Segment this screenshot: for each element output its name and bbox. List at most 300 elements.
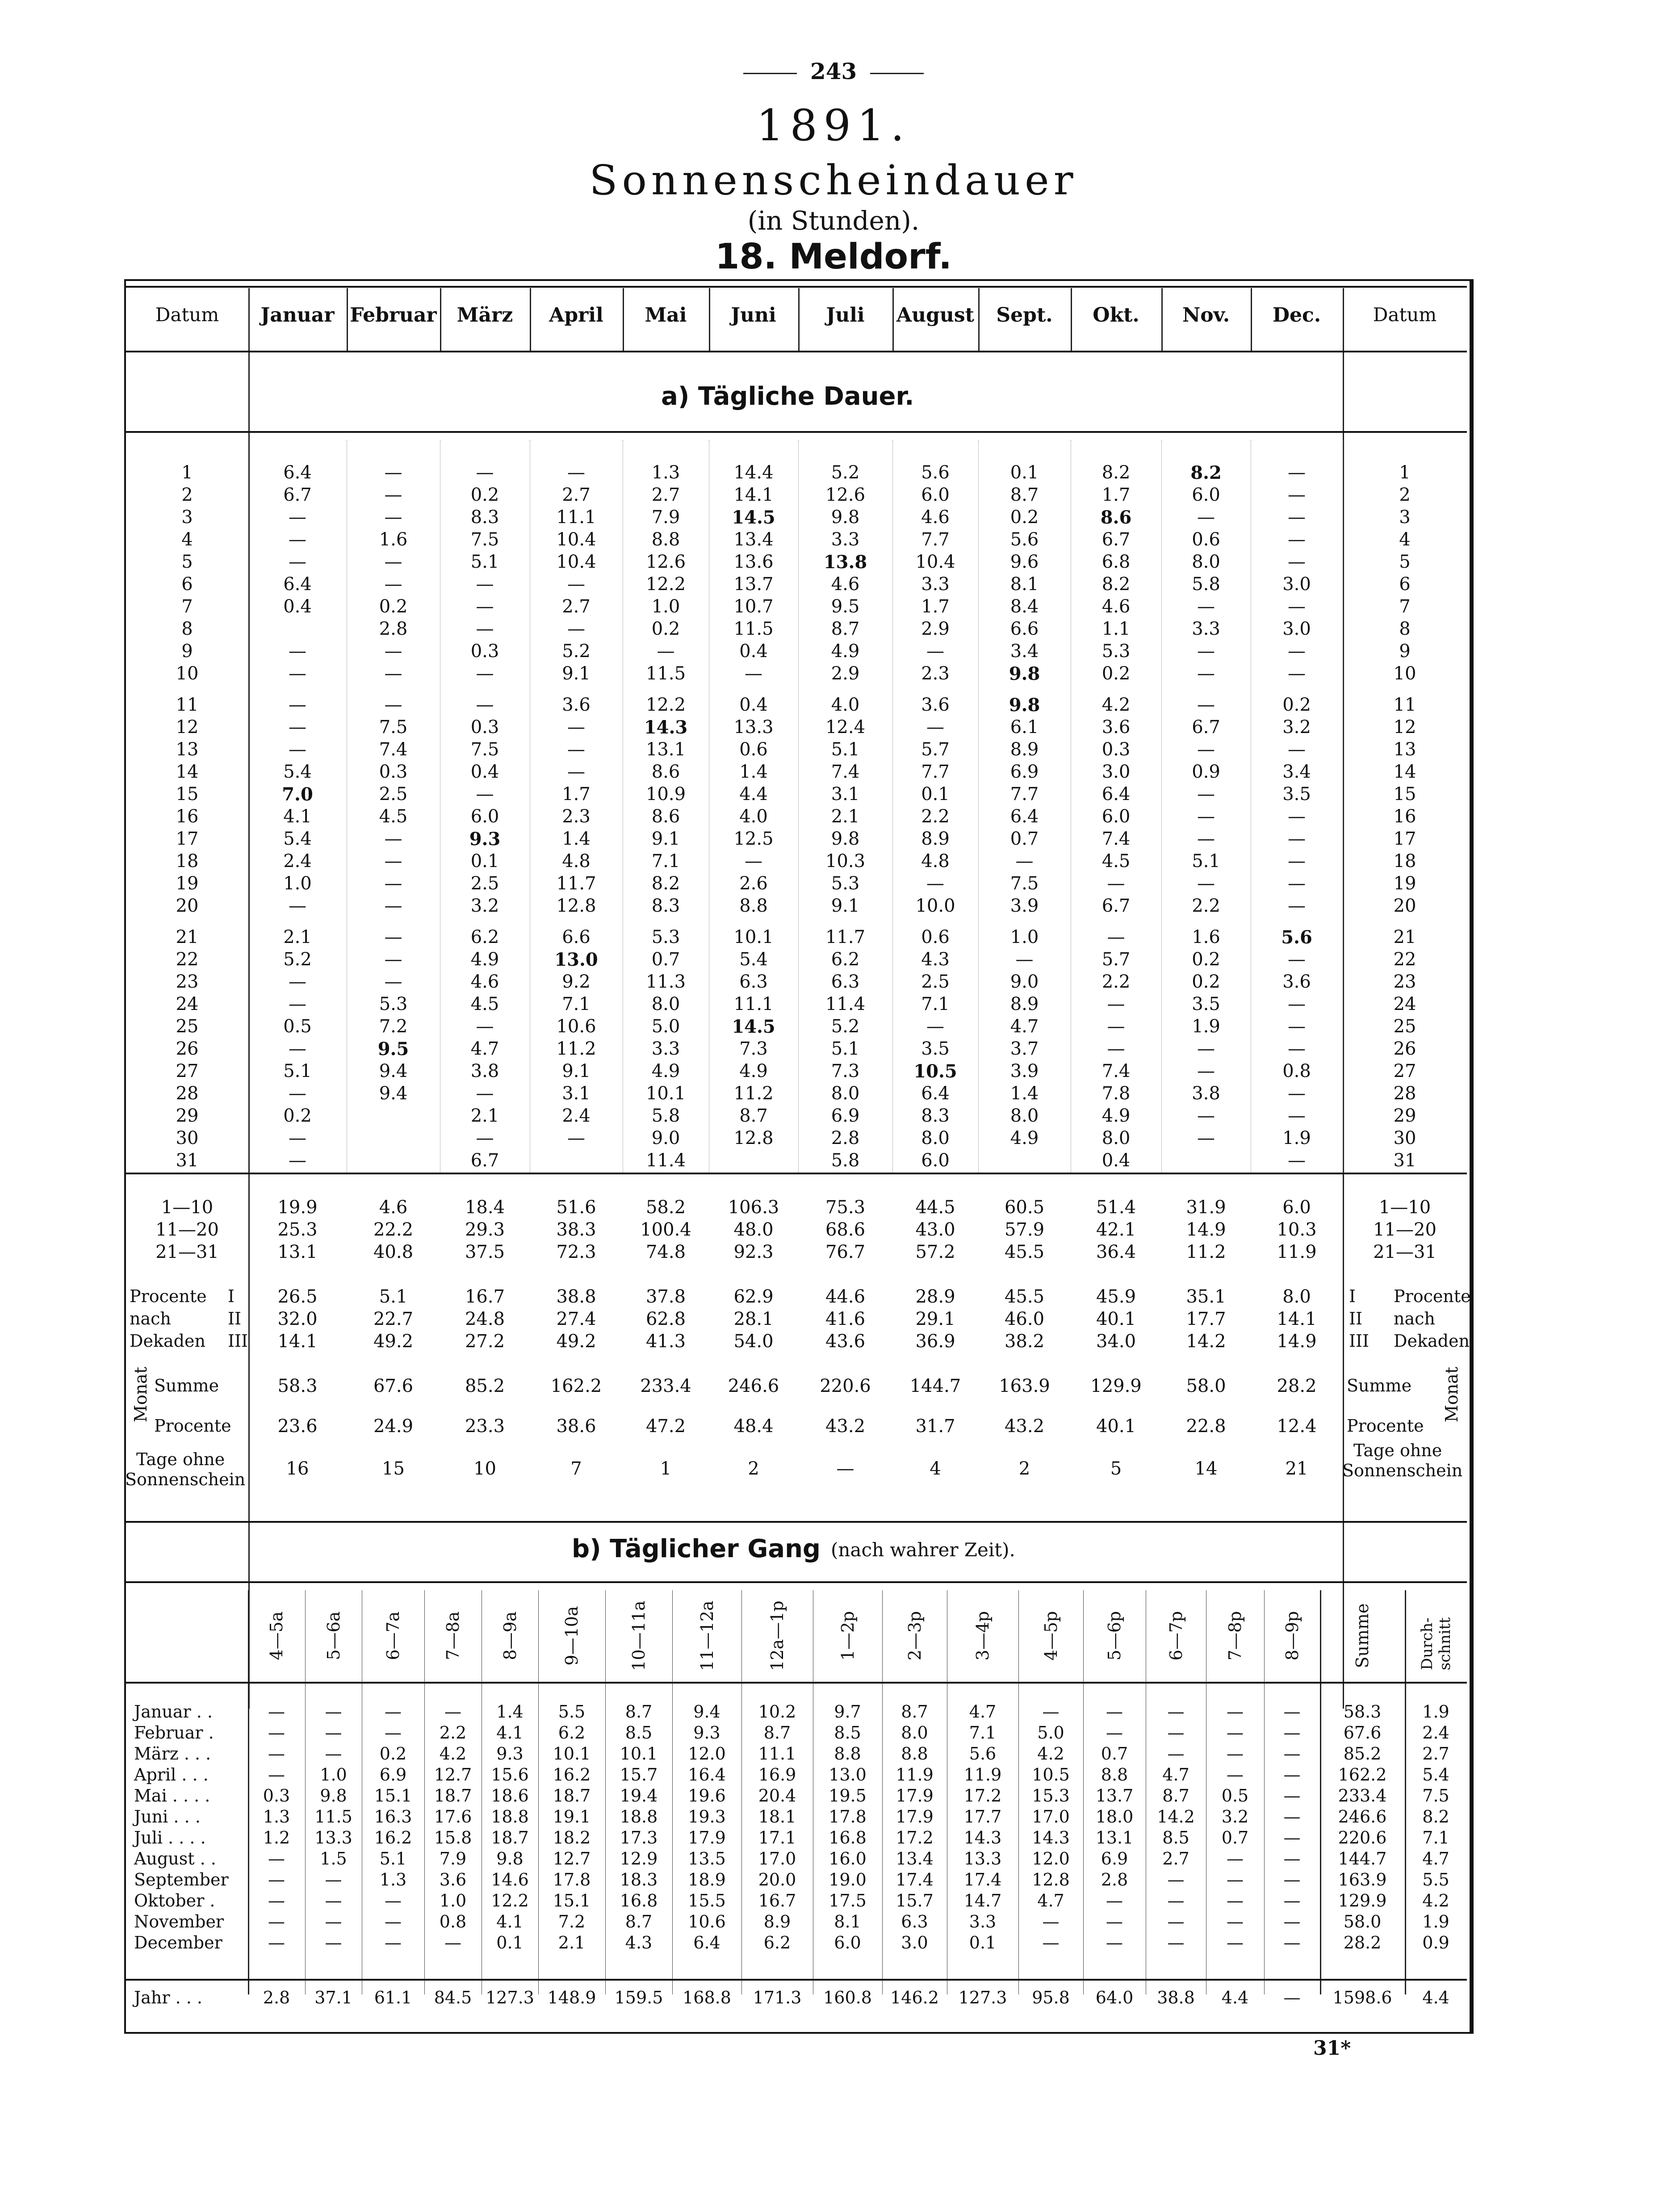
daily-value: — xyxy=(1288,739,1306,760)
hour-value: 3.2 xyxy=(1221,1807,1249,1827)
hour-value: — xyxy=(1167,1702,1185,1722)
daily-value: 4.8 xyxy=(562,851,591,871)
hour-value: 5.5 xyxy=(1422,1870,1449,1889)
column-divider xyxy=(248,288,250,1709)
day-label-right: 25 xyxy=(1393,1016,1416,1037)
hour-value: 17.9 xyxy=(896,1786,934,1806)
hour-header: 7—8a xyxy=(443,1611,463,1660)
daily-value: 4.4 xyxy=(739,784,768,804)
hour-value: 6.9 xyxy=(1101,1849,1128,1868)
hour-value: — xyxy=(1167,1744,1185,1764)
hour-value: 9.8 xyxy=(496,1849,524,1868)
hour-column-divider xyxy=(672,1590,673,1994)
day-label-right: 13 xyxy=(1393,739,1416,760)
daily-value: 9.1 xyxy=(562,663,591,684)
day-label: 25 xyxy=(176,1016,199,1037)
month-header: April xyxy=(549,304,603,327)
decade-value: 25.3 xyxy=(277,1219,318,1240)
daily-value: — xyxy=(1288,994,1306,1014)
hour-value: 0.8 xyxy=(439,1912,467,1931)
procente-label-right: Procente xyxy=(1347,1416,1424,1436)
percent-value: 34.0 xyxy=(1096,1331,1136,1352)
hour-value: 9.4 xyxy=(693,1702,720,1722)
daily-value: — xyxy=(1107,1016,1125,1037)
daily-value: 9.8 xyxy=(1009,695,1040,716)
daily-value: — xyxy=(1288,896,1306,916)
daily-value: 1.3 xyxy=(651,462,680,483)
daily-value: 2.5 xyxy=(470,873,499,894)
hour-value: — xyxy=(268,1765,285,1785)
daily-value: — xyxy=(567,462,585,483)
daily-value: — xyxy=(384,574,402,595)
daily-value: 3.8 xyxy=(1192,1083,1220,1104)
day-label: 1 xyxy=(181,462,193,483)
percent-value: 29.1 xyxy=(915,1309,955,1329)
month-header: Mai xyxy=(645,304,687,327)
daily-value: 6.0 xyxy=(470,806,499,827)
daily-value: — xyxy=(384,927,402,947)
daily-value: — xyxy=(289,896,306,916)
daily-value: 10.9 xyxy=(645,784,686,804)
percent-value: 54.0 xyxy=(733,1331,774,1352)
hour-month-label: Februar . xyxy=(134,1723,214,1743)
daily-value: 3.6 xyxy=(1282,972,1311,992)
hour-value: 246.6 xyxy=(1338,1807,1387,1827)
hour-header-rule xyxy=(126,1682,1467,1684)
daily-value: 8.3 xyxy=(651,896,680,916)
datum-header-right: Datum xyxy=(1373,304,1437,326)
daily-value: 8.2 xyxy=(1190,462,1222,483)
daily-value: 7.3 xyxy=(739,1039,768,1059)
hour-value: 28.2 xyxy=(1343,1933,1382,1952)
hour-value: 11.5 xyxy=(314,1807,352,1827)
daily-value: — xyxy=(1197,1061,1215,1081)
daily-value: 3.3 xyxy=(921,574,950,595)
day-label-right: 9 xyxy=(1399,641,1411,662)
daily-value: — xyxy=(1197,1106,1215,1126)
hour-value: 8.7 xyxy=(901,1702,928,1722)
hour-value: 12.7 xyxy=(553,1849,591,1868)
daily-value: 1.7 xyxy=(562,784,591,804)
hour-value: 2.4 xyxy=(1422,1723,1449,1743)
hour-value: 13.3 xyxy=(963,1849,1002,1868)
day-label-right: 26 xyxy=(1393,1039,1416,1059)
hour-value: 14.6 xyxy=(491,1870,529,1889)
section-rule xyxy=(126,1581,1467,1583)
percent-value: 46.0 xyxy=(1004,1309,1045,1329)
hour-value: 18.7 xyxy=(491,1828,529,1848)
percent-value: 41.3 xyxy=(645,1331,686,1352)
day-label: 30 xyxy=(176,1128,199,1148)
procente-value: 23.3 xyxy=(465,1416,505,1437)
percent-value: 14.9 xyxy=(1277,1331,1317,1352)
daily-value: 13.4 xyxy=(733,529,774,550)
percent-value: 17.7 xyxy=(1186,1309,1226,1329)
daily-value: 1.7 xyxy=(1102,485,1131,505)
daily-value: 3.0 xyxy=(1282,574,1311,595)
decade-value: 57.9 xyxy=(1004,1219,1045,1240)
jahr-value: 37.1 xyxy=(314,1988,352,2007)
daily-value: 3.8 xyxy=(470,1061,499,1081)
hour-header: 9—10a xyxy=(562,1606,582,1666)
tage-label: Sonnenschein xyxy=(125,1470,246,1489)
day-label-right: 5 xyxy=(1399,552,1411,572)
daily-value: 4.1 xyxy=(283,806,312,827)
hour-value: — xyxy=(1227,1891,1244,1910)
hour-value: — xyxy=(325,1891,342,1910)
decade-value: 10.3 xyxy=(1277,1219,1317,1240)
daily-value: — xyxy=(1288,873,1306,894)
day-label-right: 30 xyxy=(1393,1128,1416,1148)
durchschnitt-header: Durch-schnitt xyxy=(1418,1617,1454,1671)
daily-value: 8.3 xyxy=(921,1106,950,1126)
daily-value: 0.4 xyxy=(470,762,499,782)
hour-value: 14.2 xyxy=(1157,1807,1195,1827)
hour-column-divider xyxy=(741,1590,742,1994)
hour-value: 18.2 xyxy=(553,1828,591,1848)
daily-value: 8.8 xyxy=(739,896,768,916)
hour-month-label: Mai . . . . xyxy=(134,1786,210,1806)
daily-value: 6.7 xyxy=(283,485,312,505)
daily-value: 8.2 xyxy=(1102,574,1131,595)
percent-value: 41.6 xyxy=(825,1309,866,1329)
daily-value: 11.2 xyxy=(556,1039,596,1059)
day-label-right: 4 xyxy=(1399,529,1411,550)
percent-roman-right: II xyxy=(1349,1309,1363,1328)
daily-value: 3.0 xyxy=(1282,619,1311,639)
daily-value: 7.5 xyxy=(379,717,408,737)
jahr-value: 4.4 xyxy=(1422,1988,1449,2007)
percent-value: 24.8 xyxy=(465,1309,505,1329)
daily-value: 0.1 xyxy=(470,851,499,871)
hour-value: — xyxy=(1167,1891,1185,1910)
jahr-value: 4.4 xyxy=(1221,1988,1249,2007)
percent-value: 62.9 xyxy=(733,1286,774,1307)
hour-value: — xyxy=(1227,1702,1244,1722)
hour-value: 15.1 xyxy=(553,1891,591,1910)
percent-label-right: Procente xyxy=(1394,1286,1471,1306)
daily-value: 7.3 xyxy=(831,1061,860,1081)
day-label: 17 xyxy=(176,829,199,849)
hour-value: — xyxy=(1283,1849,1301,1868)
hour-month-label: April . . . xyxy=(134,1765,209,1785)
daily-value: 1.1 xyxy=(1102,619,1131,639)
hour-header: 8—9a xyxy=(500,1611,520,1660)
daily-value: — xyxy=(1107,927,1125,947)
jahr-value: 64.0 xyxy=(1095,1988,1134,2007)
day-label-right: 10 xyxy=(1393,663,1416,684)
daily-value: 0.2 xyxy=(470,485,499,505)
daily-value: — xyxy=(1288,507,1306,528)
daily-value: — xyxy=(384,663,402,684)
daily-value: — xyxy=(926,873,944,894)
hour-value: 10.1 xyxy=(553,1744,591,1764)
hour-value: 1.9 xyxy=(1422,1912,1449,1931)
daily-value: 9.4 xyxy=(379,1083,408,1104)
daily-value: — xyxy=(1288,806,1306,827)
daily-value: 6.4 xyxy=(283,462,312,483)
daily-value: 3.5 xyxy=(1282,784,1311,804)
tage-value: 2 xyxy=(748,1458,759,1479)
day-label: 24 xyxy=(176,994,199,1014)
daily-value: 8.0 xyxy=(651,994,680,1014)
daily-value: 1.0 xyxy=(283,873,312,894)
hour-value: 5.5 xyxy=(558,1702,586,1722)
hour-value: 144.7 xyxy=(1338,1849,1387,1868)
daily-value: 5.1 xyxy=(283,1061,312,1081)
hour-value: 17.4 xyxy=(963,1870,1002,1889)
daily-value: 0.3 xyxy=(379,762,408,782)
day-label-right: 28 xyxy=(1393,1083,1416,1104)
daily-value: 1.9 xyxy=(1282,1128,1311,1148)
decade-value: 37.5 xyxy=(465,1242,505,1262)
daily-value: 2.8 xyxy=(379,619,408,639)
hour-value: 17.5 xyxy=(829,1891,867,1910)
hour-value: 162.2 xyxy=(1338,1765,1387,1785)
daily-value: 0.3 xyxy=(1102,739,1131,760)
summe-value: 233.4 xyxy=(640,1376,691,1396)
hour-header: 4—5a xyxy=(267,1611,286,1660)
daily-value: 4.5 xyxy=(1102,851,1131,871)
hour-value: 15.6 xyxy=(491,1765,529,1785)
daily-value: 7.4 xyxy=(1102,1061,1131,1081)
monat-label: Monat xyxy=(131,1366,151,1423)
daily-value: — xyxy=(1288,829,1306,849)
daily-value: 11.5 xyxy=(645,663,686,684)
hour-value: — xyxy=(1283,1870,1301,1889)
percent-value: 27.2 xyxy=(465,1331,505,1352)
percent-value: 38.8 xyxy=(556,1286,596,1307)
procente-value: 43.2 xyxy=(825,1416,866,1437)
hour-value: 6.9 xyxy=(379,1765,407,1785)
hour-value: — xyxy=(268,1744,285,1764)
daily-value: — xyxy=(1107,1039,1125,1059)
hour-value: — xyxy=(325,1933,342,1952)
jahr-value: — xyxy=(1283,1988,1301,2007)
daily-value: — xyxy=(1288,485,1306,505)
daily-value: 2.7 xyxy=(562,485,591,505)
daily-value: 7.4 xyxy=(831,762,860,782)
datum-header: Datum xyxy=(155,304,219,326)
hour-value: 12.8 xyxy=(1032,1870,1070,1889)
daily-value: 2.1 xyxy=(831,806,860,827)
hour-value: 20.0 xyxy=(758,1870,796,1889)
daily-value: 5.6 xyxy=(1281,927,1312,948)
daily-value: 9.8 xyxy=(1009,663,1040,684)
hour-value: — xyxy=(1283,1702,1301,1722)
daily-value: 10.7 xyxy=(733,596,774,617)
daily-value: — xyxy=(384,851,402,871)
daily-value: — xyxy=(384,695,402,715)
day-label: 11 xyxy=(176,695,199,715)
decade-value: 31.9 xyxy=(1186,1197,1226,1218)
decade-value: 29.3 xyxy=(465,1219,505,1240)
daily-value: — xyxy=(1197,596,1215,617)
hour-value: 7.9 xyxy=(439,1849,467,1868)
daily-value: 7.0 xyxy=(282,784,313,805)
hour-value: 1.0 xyxy=(439,1891,467,1910)
daily-value: 9.8 xyxy=(831,507,860,528)
day-label: 31 xyxy=(176,1150,199,1171)
summe-value: 220.6 xyxy=(820,1376,871,1396)
hour-value: 16.7 xyxy=(758,1891,796,1910)
hour-value: 4.2 xyxy=(1422,1891,1449,1910)
daily-value: 5.6 xyxy=(921,462,950,483)
daily-value: 11.7 xyxy=(825,927,866,947)
daily-value: — xyxy=(289,717,306,737)
daily-value: — xyxy=(476,462,494,483)
hour-value: — xyxy=(268,1870,285,1889)
hour-value: 129.9 xyxy=(1338,1891,1387,1910)
daily-value: 5.3 xyxy=(379,994,408,1014)
daily-value: 3.3 xyxy=(831,529,860,550)
decade-value: 11.9 xyxy=(1277,1242,1317,1262)
hour-value: 8.8 xyxy=(1101,1765,1128,1785)
daily-value: 6.1 xyxy=(1010,717,1039,737)
decade-value: 51.6 xyxy=(556,1197,596,1218)
hour-value: — xyxy=(1283,1912,1301,1931)
percent-roman-right: I xyxy=(1349,1286,1356,1306)
month-header: August xyxy=(896,304,974,327)
procente-label: Procente xyxy=(154,1416,231,1436)
hour-value: 1.4 xyxy=(496,1702,524,1722)
daily-value: 8.1 xyxy=(1010,574,1039,595)
hour-value: 58.3 xyxy=(1343,1702,1382,1722)
daily-value: 7.8 xyxy=(1102,1083,1131,1104)
decade-value: 22.2 xyxy=(373,1219,414,1240)
page-number: 243 xyxy=(0,58,1667,84)
daily-value: 2.3 xyxy=(921,663,950,684)
hour-header: 12a—1p xyxy=(767,1600,787,1671)
daily-value: 2.8 xyxy=(831,1128,860,1148)
column-divider xyxy=(798,440,799,1173)
day-label: 16 xyxy=(176,806,199,827)
hour-value: — xyxy=(1283,1807,1301,1827)
jahr-value: 95.8 xyxy=(1032,1988,1070,2007)
day-label: 19 xyxy=(176,873,199,894)
jahr-value: 171.3 xyxy=(753,1988,802,2007)
daily-value: 5.4 xyxy=(739,949,768,970)
day-label-right: 27 xyxy=(1393,1061,1416,1081)
daily-value: 14.1 xyxy=(733,485,774,505)
hour-value: 1.5 xyxy=(320,1849,347,1868)
hour-value: 85.2 xyxy=(1343,1744,1382,1764)
day-label: 4 xyxy=(181,529,193,550)
decade-value: 58.2 xyxy=(645,1197,686,1218)
day-label: 3 xyxy=(181,507,193,528)
hour-value: — xyxy=(1042,1702,1060,1722)
decade-value: 106.3 xyxy=(728,1197,779,1218)
jahr-value: 61.1 xyxy=(374,1988,412,2007)
hour-value: 9.3 xyxy=(693,1723,720,1743)
decade-value: 100.4 xyxy=(640,1219,691,1240)
daily-value: — xyxy=(476,596,494,617)
daily-value: 8.7 xyxy=(831,619,860,639)
daily-value: 14.3 xyxy=(644,717,688,738)
daily-value: 5.7 xyxy=(921,739,950,760)
hour-value: 9.7 xyxy=(834,1702,861,1722)
procente-value: 23.6 xyxy=(277,1416,318,1437)
daily-value: 12.4 xyxy=(825,717,866,737)
hour-value: 17.6 xyxy=(434,1807,472,1827)
daily-value: 5.1 xyxy=(470,552,499,572)
daily-value: 9.6 xyxy=(1010,552,1039,572)
hour-value: 17.8 xyxy=(553,1870,591,1889)
percent-value: 8.0 xyxy=(1282,1286,1311,1307)
day-label-right: 8 xyxy=(1399,619,1411,639)
daily-value: — xyxy=(476,619,494,639)
hour-value: 4.3 xyxy=(625,1933,653,1952)
daily-value: 11.2 xyxy=(733,1083,774,1104)
hour-value: — xyxy=(1227,1870,1244,1889)
hour-value: 10.5 xyxy=(1032,1765,1070,1785)
daily-value: 3.2 xyxy=(1282,717,1311,737)
month-header: Sept. xyxy=(996,304,1053,327)
daily-value: 1.7 xyxy=(921,596,950,617)
daily-value: 4.9 xyxy=(739,1061,768,1081)
percent-value: 35.1 xyxy=(1186,1286,1226,1307)
percent-value: 32.0 xyxy=(277,1309,318,1329)
daily-value: 5.0 xyxy=(651,1016,680,1037)
daily-value: 3.3 xyxy=(651,1039,680,1059)
hour-value: 1.3 xyxy=(263,1807,290,1827)
hour-value: — xyxy=(325,1723,342,1743)
hour-value: 0.7 xyxy=(1221,1828,1249,1848)
percent-label: Dekaden xyxy=(130,1331,205,1351)
hour-value: — xyxy=(1227,1933,1244,1952)
percent-value: 45.5 xyxy=(1004,1286,1045,1307)
daily-value: 8.0 xyxy=(1010,1106,1039,1126)
decade-value: 42.1 xyxy=(1096,1219,1136,1240)
daily-value: 5.8 xyxy=(1192,574,1220,595)
daily-value: — xyxy=(289,1083,306,1104)
hour-value: — xyxy=(1227,1723,1244,1743)
tage-value: 16 xyxy=(286,1458,309,1479)
hour-value: 12.9 xyxy=(620,1849,658,1868)
daily-value: 5.8 xyxy=(651,1106,680,1126)
decade-rule xyxy=(126,1173,1467,1174)
hour-value: 9.8 xyxy=(320,1786,347,1806)
column-divider xyxy=(892,440,893,1173)
day-label: 6 xyxy=(181,574,193,595)
procente-value: 43.2 xyxy=(1004,1416,1045,1437)
daily-value: 3.6 xyxy=(921,695,950,715)
hour-value: — xyxy=(325,1912,342,1931)
hour-value: 19.1 xyxy=(553,1807,591,1827)
hour-value: 0.5 xyxy=(1221,1786,1249,1806)
daily-value: 2.7 xyxy=(651,485,680,505)
tage-value: 5 xyxy=(1110,1458,1122,1479)
daily-value: — xyxy=(1197,739,1215,760)
daily-value: — xyxy=(289,739,306,760)
hour-value: 13.1 xyxy=(1095,1828,1134,1848)
daily-value: 4.5 xyxy=(470,994,499,1014)
daily-value: — xyxy=(1197,695,1215,715)
hour-value: — xyxy=(1106,1912,1123,1931)
daily-value: 8.6 xyxy=(651,762,680,782)
summe-header: Summe xyxy=(1353,1603,1372,1668)
hour-value: 19.4 xyxy=(620,1786,658,1806)
hour-value: 4.1 xyxy=(496,1912,524,1931)
hour-value: — xyxy=(1227,1912,1244,1931)
daily-value: — xyxy=(476,574,494,595)
daily-value: 7.4 xyxy=(1102,829,1131,849)
day-label-right: 16 xyxy=(1393,806,1416,827)
daily-value: 5.6 xyxy=(1010,529,1039,550)
daily-value: — xyxy=(1288,851,1306,871)
daily-value: 0.2 xyxy=(1282,695,1311,715)
daily-value: — xyxy=(1197,873,1215,894)
